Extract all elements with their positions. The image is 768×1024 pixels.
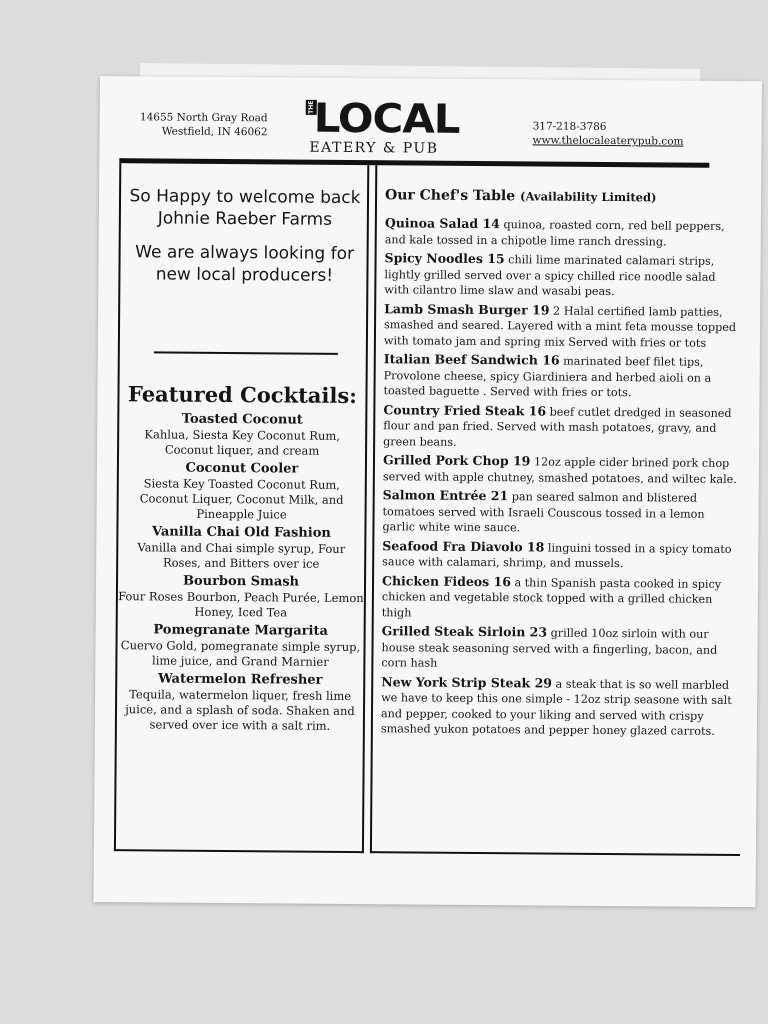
cocktail-description: Four Roses Bourbon, Peach Purée, Lemon Honey, Iced Tea — [118, 589, 364, 620]
cocktail-item — [117, 621, 363, 670]
menu-item-description: linguini tossed in a spicy tomato sauce with calamari, shrimp, and mussels. — [382, 541, 732, 571]
address-block — [140, 110, 268, 139]
section-divider — [154, 351, 338, 354]
chefs-table-heading: Our Chef's Table — [385, 187, 516, 205]
menu-item-list — [381, 215, 741, 739]
cocktail-item — [118, 523, 364, 572]
right-column — [370, 165, 745, 856]
availability-note: (Availability Limited) — [519, 189, 657, 205]
menu-item-description: chili lime marinated calamari strips, lightly grilled served over a spicy chilled rice noodle salad with cilantro lime slaw and wasabi peas. — [384, 253, 716, 299]
cocktail-name: Watermelon Refresher — [158, 671, 323, 688]
menu-item — [382, 538, 738, 573]
left-column — [114, 163, 369, 853]
cocktails-title: Featured Cocktails: — [127, 381, 358, 409]
cocktail-description: Tequila, watermelon liquer, fresh lime juice, and a splash of soda. Shaken and served over ice with a salt rim. — [125, 687, 355, 733]
menu-item — [383, 402, 739, 452]
welcome-text: So Happy to welcome back Johnie Raeber Farms — [129, 186, 361, 230]
menu-item-description: pan seared salmon and blistered tomatoes served with Israeli Couscous tossed in a lemon garlic white wine sauce. — [382, 490, 705, 535]
address-line-2: Westfield, IN 46062 — [161, 125, 268, 139]
menu-item — [384, 250, 740, 300]
menu-item — [384, 301, 740, 351]
menu-item-name: New York Strip Steak 29 — [381, 673, 553, 691]
logo-subtitle: EATERY & PUB — [309, 139, 439, 157]
website-link[interactable]: www.thelocaleaterypub.com — [532, 134, 684, 148]
address-line-1: 14655 North Gray Road — [139, 111, 268, 125]
chefs-table-title — [385, 187, 741, 206]
menu-item-name: Seafood Fra Diavolo 18 — [382, 537, 545, 555]
cocktail-description: Kahlua, Siesta Key Coconut Rum, Coconut liquer, and cream — [144, 427, 341, 458]
producers-text: We are always looking for new local producers! — [135, 242, 355, 286]
cocktail-item — [119, 459, 365, 523]
cocktail-name: Pomegranate Margarita — [153, 622, 328, 639]
menu-item — [382, 573, 738, 623]
menu-item-name: Salmon Entrée 21 — [382, 487, 509, 504]
menu-item — [382, 487, 738, 537]
cocktail-list — [117, 410, 366, 734]
cocktail-description: Cuervo Gold, pomegranate simple syrup, lime juice, and Grand Marnier — [120, 638, 361, 669]
menu-item-description: grilled 10oz sirloin with our house steak seasoning served with a fingerling, bacon, and corn hash — [381, 626, 718, 670]
menu-item-description: beef cutlet dredged in seasoned flour and pan fried. Served with mash potatoes, gravy, and green beans. — [383, 405, 732, 449]
cocktail-name: Coconut Cooler — [185, 460, 299, 477]
menu-item-name: Italian Beef Sandwich 16 — [383, 351, 560, 368]
menu-item-description: a steak that is so well marbled we have to keep this one simple - 12oz strip seasone with salt and pepper, cooked to your liking and served with crispy smashed yukon potatoes and pepper honey glazed carrots. — [380, 677, 732, 738]
menu-item-description: a thin Spanish pasta cooked in spicy chicken and vegetable stock topped with a grilled chicken thigh — [381, 575, 722, 619]
menu-item — [381, 674, 737, 740]
menu-item-description: quinoa, roasted corn, red bell peppers, and kale tossed in a chipotle lime ranch dressing. — [384, 218, 725, 248]
cocktail-item — [119, 410, 365, 459]
cocktail-name: Bourbon Smash — [182, 573, 300, 590]
logo-the: THE — [306, 100, 317, 115]
logo-main-text: LOCAL — [313, 95, 460, 143]
cocktail-description: Vanilla and Chai simple syrup, Four Roses, and Bitters over ice — [137, 540, 346, 571]
menu-item-name: Country Fried Steak 16 — [383, 401, 547, 419]
cocktail-description: Siesta Key Toasted Coconut Rum, Coconut Liquer, Coconut Milk, and Pineapple Juice — [139, 476, 344, 522]
menu-item — [385, 215, 741, 250]
menu-item-name: Quinoa Salad 14 — [384, 215, 500, 232]
menu-item-description: 12oz apple cider brined pork chop served with apple chutney, smashed potatoes, and wiltec kale. — [382, 455, 737, 486]
menu-item — [383, 452, 739, 487]
cocktail-item — [117, 670, 363, 734]
menu-item — [383, 351, 739, 401]
cocktail-name: Toasted Coconut — [181, 411, 303, 428]
restaurant-logo — [306, 95, 478, 157]
menu-item-name: Lamb Smash Burger 19 — [384, 300, 550, 318]
welcome-message — [128, 185, 361, 299]
phone-number: 317-218-3786 — [532, 120, 607, 133]
menu-item-description: 2 Halal certified lamb patties, smashed and seared. Layered with a mint feta mousse topped with tomato jam and spring mix Served with fries or tots — [383, 304, 737, 350]
cocktail-name: Vanilla Chai Old Fashion — [151, 524, 331, 541]
menu-item-name: Grilled Steak Sirloin 23 — [381, 623, 548, 640]
menu-sheet — [94, 76, 762, 907]
menu-item — [381, 623, 737, 673]
menu-item-name: Grilled Pork Chop 19 — [382, 452, 531, 469]
contact-block — [532, 119, 683, 148]
cocktail-item — [118, 572, 364, 621]
featured-cocktails — [117, 381, 366, 736]
chefs-table — [381, 187, 741, 742]
menu-item-name: Chicken Fideos 16 — [381, 572, 511, 589]
menu-item-name: Spicy Noodles 15 — [384, 250, 505, 267]
menu-item-description: marinated beef filet tips, Provolone cheese, spicy Giardiniera and herbed aioli on a toasted baguette . Served with fries or tots. — [383, 354, 712, 400]
